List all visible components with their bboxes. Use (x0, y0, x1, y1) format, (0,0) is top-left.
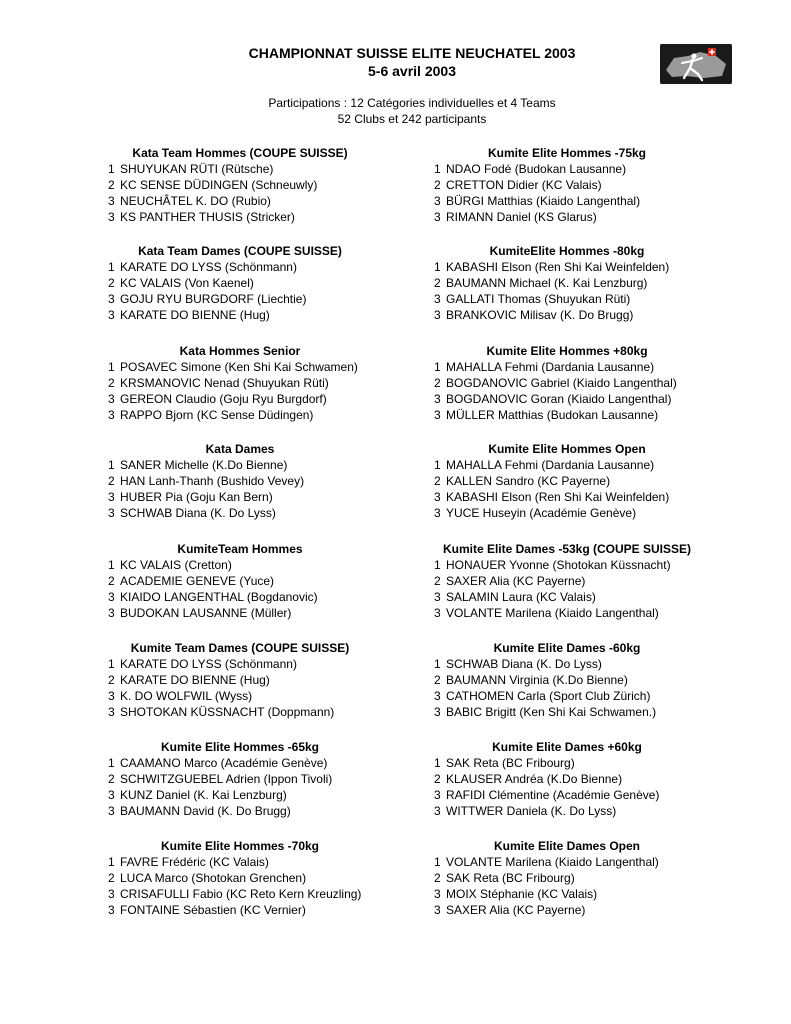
participations-line-1: Participations : 12 Catégories individuelles et 4 Teams (268, 96, 556, 110)
result-rank: 2 (434, 673, 441, 687)
category-heading: Kata Hommes Senior (179, 344, 301, 358)
category-section (108, 343, 372, 423)
result-name: POSAVEC Simone (Ken Shi Kai Schwamen) (120, 360, 358, 374)
result-row (434, 209, 700, 225)
result-rank: 1 (108, 162, 115, 176)
category-heading: Kata Dames (205, 442, 275, 456)
result-row (108, 573, 372, 589)
result-row (108, 375, 372, 391)
result-name: BAUMANN Michael (K. Kai Lenzburg) (446, 276, 648, 290)
category-section (434, 541, 700, 621)
result-rank: 3 (434, 804, 441, 818)
result-rank: 3 (434, 308, 441, 322)
result-row (434, 259, 700, 275)
result-row (108, 359, 372, 375)
result-rank: 2 (108, 178, 115, 192)
result-row (108, 605, 372, 621)
result-rank: 3 (108, 689, 115, 703)
result-row (434, 589, 700, 605)
result-row (108, 787, 372, 803)
result-name: MAHALLA Fehmi (Dardania Lausanne) (446, 458, 655, 472)
result-name: KC VALAIS (Von Kaenel) (120, 276, 254, 290)
result-name: GOJU RYU BURGDORF (Liechtie) (120, 292, 307, 306)
category-section (108, 541, 372, 621)
result-name: BAUMANN Virginia (K.Do Bienne) (446, 673, 628, 687)
title-line-2: 5-6 avril 2003 (368, 63, 456, 79)
result-rank: 3 (434, 490, 441, 504)
result-row (434, 307, 700, 323)
category-heading: Kumite Elite Hommes +80kg (486, 344, 648, 358)
result-row (108, 902, 372, 918)
result-name: SAXER Alia (KC Payerne) (446, 574, 586, 588)
category-section (434, 243, 700, 323)
result-name: SCHWAB Diana (K. Do Lyss) (446, 657, 602, 671)
result-row (434, 161, 700, 177)
result-name: BOGDANOVIC Goran (Kiaido Langenthal) (446, 392, 672, 406)
result-row (434, 375, 700, 391)
result-rank: 3 (108, 408, 115, 422)
result-rank: 2 (108, 474, 115, 488)
result-row (434, 656, 700, 672)
result-row (434, 771, 700, 787)
result-row (108, 473, 372, 489)
result-name: FONTAINE Sébastien (KC Vernier) (120, 903, 306, 917)
result-rank: 3 (108, 490, 115, 504)
result-row (434, 359, 700, 375)
result-row (108, 755, 372, 771)
result-name: VOLANTE Marilena (Kiaido Langenthal) (446, 606, 659, 620)
category-heading: Kata Team Dames (COUPE SUISSE) (138, 244, 342, 258)
result-rank: 2 (434, 871, 441, 885)
result-rank: 2 (108, 376, 115, 390)
result-rank: 2 (434, 376, 441, 390)
result-rank: 3 (108, 903, 115, 917)
result-name: FAVRE Frédéric (KC Valais) (120, 855, 269, 869)
result-row (108, 557, 372, 573)
result-row (434, 688, 700, 704)
result-name: BÜRGI Matthias (Kiaido Langenthal) (446, 194, 641, 208)
result-name: BAUMANN David (K. Do Brugg) (120, 804, 291, 818)
result-row (434, 886, 700, 902)
category-section (434, 640, 700, 720)
result-rank: 3 (108, 887, 115, 901)
result-name: BRANKOVIC Milisav (K. Do Brugg) (446, 308, 634, 322)
result-row (108, 704, 372, 720)
result-name: KC VALAIS (Cretton) (120, 558, 232, 572)
result-name: CAAMANO Marco (Académie Genève) (120, 756, 328, 770)
result-rank: 2 (434, 474, 441, 488)
result-rank: 2 (108, 871, 115, 885)
result-row (108, 193, 372, 209)
result-name: KABASHI Elson (Ren Shi Kai Weinfelden) (446, 260, 670, 274)
participations-summary (0, 95, 791, 127)
result-row (108, 457, 372, 473)
category-heading: Kumite Elite Hommes Open (488, 442, 646, 456)
participations-line-2: 52 Clubs et 242 participants (337, 112, 487, 126)
result-name: MÜLLER Matthias (Budokan Lausanne) (446, 408, 659, 422)
category-section (108, 243, 372, 323)
result-rank: 1 (108, 458, 115, 472)
result-name: VOLANTE Marilena (Kiaido Langenthal) (446, 855, 659, 869)
result-row (108, 259, 372, 275)
result-rank: 3 (108, 804, 115, 818)
result-name: YUCE Huseyin (Académie Genève) (446, 506, 637, 520)
result-row (108, 275, 372, 291)
result-name: NEUCHÂTEL K. DO (Rubio) (120, 194, 271, 208)
category-section (434, 343, 700, 423)
result-rank: 2 (108, 772, 115, 786)
result-name: SANER Michelle (K.Do Bienne) (120, 458, 288, 472)
category-heading: Kumite Elite Hommes -75kg (487, 146, 647, 160)
result-rank: 2 (434, 574, 441, 588)
result-rank: 3 (434, 506, 441, 520)
result-name: KS PANTHER THUSIS (Stricker) (120, 210, 295, 224)
result-row (108, 177, 372, 193)
result-rank: 3 (108, 210, 115, 224)
result-rank: 3 (108, 705, 115, 719)
result-row (108, 489, 372, 505)
result-row (108, 209, 372, 225)
result-name: GALLATI Thomas (Shuyukan Rüti) (446, 292, 631, 306)
result-rank: 3 (108, 392, 115, 406)
result-rank: 3 (108, 292, 115, 306)
result-name: GEREON Claudio (Goju Ryu Burgdorf) (120, 392, 327, 406)
category-heading: Kumite Team Dames (COUPE SUISSE) (130, 641, 350, 655)
result-row (108, 505, 372, 521)
category-section (108, 441, 372, 521)
result-row (434, 275, 700, 291)
result-name: HAN Lanh-Thanh (Bushido Vevey) (120, 474, 305, 488)
result-rank: 1 (434, 558, 441, 572)
result-name: MOIX Stéphanie (KC Valais) (446, 887, 598, 901)
result-name: CRETTON Didier (KC Valais) (446, 178, 602, 192)
result-rank: 1 (108, 360, 115, 374)
result-rank: 1 (434, 855, 441, 869)
result-row (434, 291, 700, 307)
result-rank: 3 (108, 590, 115, 604)
result-row (434, 902, 700, 918)
result-rank: 3 (108, 194, 115, 208)
category-heading: Kumite Elite Dames -60kg (493, 641, 641, 655)
result-row (434, 870, 700, 886)
result-name: NDAO Fodé (Budokan Lausanne) (446, 162, 627, 176)
result-rank: 3 (434, 408, 441, 422)
result-row (108, 870, 372, 886)
result-row (108, 407, 372, 423)
result-name: KALLEN Sandro (KC Payerne) (446, 474, 611, 488)
result-row (434, 473, 700, 489)
result-rank: 3 (108, 506, 115, 520)
result-name: KARATE DO LYSS (Schönmann) (120, 657, 297, 671)
result-name: BUDOKAN LAUSANNE (Müller) (120, 606, 292, 620)
result-row (108, 854, 372, 870)
swiss-flag (708, 48, 716, 56)
result-row (108, 307, 372, 323)
result-row (108, 656, 372, 672)
result-name: KABASHI Elson (Ren Shi Kai Weinfelden) (446, 490, 670, 504)
result-rank: 2 (108, 673, 115, 687)
result-row (434, 854, 700, 870)
result-row (434, 505, 700, 521)
result-row (434, 755, 700, 771)
result-name: LUCA Marco (Shotokan Grenchen) (120, 871, 307, 885)
result-name: SCHWITZGUEBEL Adrien (Ippon Tivoli) (120, 772, 333, 786)
result-name: SHOTOKAN KÜSSNACHT (Doppmann) (120, 705, 335, 719)
result-name: BABIC Brigitt (Ken Shi Kai Schwamen.) (446, 705, 657, 719)
result-rank: 1 (434, 657, 441, 671)
result-rank: 1 (108, 855, 115, 869)
result-rank: 3 (434, 292, 441, 306)
result-row (108, 771, 372, 787)
result-name: WITTWER Daniela (K. Do Lyss) (446, 804, 617, 818)
result-row (434, 605, 700, 621)
result-name: KARATE DO BIENNE (Hug) (120, 308, 270, 322)
result-rank: 3 (434, 903, 441, 917)
result-row (108, 391, 372, 407)
result-row (434, 803, 700, 819)
result-name: HONAUER Yvonne (Shotokan Küssnacht) (446, 558, 671, 572)
result-name: SHUYUKAN RÜTI (Rütsche) (120, 162, 274, 176)
result-name: SCHWAB Diana (K. Do Lyss) (120, 506, 276, 520)
result-rank: 1 (434, 162, 441, 176)
category-heading: KumiteTeam Hommes (177, 542, 303, 556)
result-rank: 3 (108, 308, 115, 322)
result-row (434, 573, 700, 589)
result-name: SAXER Alia (KC Payerne) (446, 903, 586, 917)
result-rank: 3 (434, 689, 441, 703)
result-name: SAK Reta (BC Fribourg) (446, 756, 575, 770)
result-row (108, 161, 372, 177)
result-rank: 1 (434, 360, 441, 374)
result-row (434, 457, 700, 473)
category-section (434, 145, 700, 225)
result-row (434, 704, 700, 720)
result-rank: 3 (434, 606, 441, 620)
result-name: KIAIDO LANGENTHAL (Bogdanovic) (120, 590, 318, 604)
result-name: RAFIDI Clémentine (Académie Genève) (446, 788, 660, 802)
result-rank: 1 (434, 260, 441, 274)
karate-swiss-flag-logo-icon (660, 44, 732, 84)
result-name: KARATE DO BIENNE (Hug) (120, 673, 270, 687)
result-row (108, 589, 372, 605)
result-rank: 1 (434, 458, 441, 472)
result-name: CATHOMEN Carla (Sport Club Zürich) (446, 689, 651, 703)
category-heading: Kumite Elite Hommes -65kg (160, 740, 320, 754)
result-name: RIMANN Daniel (KS Glarus) (446, 210, 597, 224)
result-row (434, 489, 700, 505)
result-rank: 3 (434, 705, 441, 719)
result-name: KLAUSER Andréa (K.Do Bienne) (446, 772, 623, 786)
result-rank: 1 (108, 657, 115, 671)
result-rank: 3 (434, 788, 441, 802)
result-name: K. DO WOLFWIL (Wyss) (120, 689, 253, 703)
result-name: SALAMIN Laura (KC Valais) (446, 590, 596, 604)
result-row (108, 291, 372, 307)
result-row (108, 672, 372, 688)
result-row (108, 688, 372, 704)
result-rank: 3 (434, 590, 441, 604)
category-section (108, 739, 372, 819)
result-name: HUBER Pia (Goju Kan Bern) (120, 490, 273, 504)
category-section (108, 640, 372, 720)
result-rank: 1 (434, 756, 441, 770)
result-name: KRSMANOVIC Nenad (Shuyukan Rüti) (120, 376, 329, 390)
title-line-1: CHAMPIONNAT SUISSE ELITE NEUCHATEL 2003 (248, 45, 576, 61)
category-heading: Kumite Elite Hommes -70kg (160, 839, 320, 853)
result-rank: 3 (434, 887, 441, 901)
result-rank: 3 (108, 606, 115, 620)
result-row (434, 177, 700, 193)
result-name: ACADEMIE GENEVE (Yuce) (120, 574, 275, 588)
result-name: KC SENSE DÜDINGEN (Schneuwly) (120, 178, 318, 192)
result-rank: 2 (434, 276, 441, 290)
result-name: KARATE DO LYSS (Schönmann) (120, 260, 297, 274)
category-section (108, 145, 372, 225)
result-row (434, 557, 700, 573)
result-name: CRISAFULLI Fabio (KC Reto Kern Kreuzling) (120, 887, 362, 901)
result-name: KUNZ Daniel (K. Kai Lenzburg) (120, 788, 287, 802)
result-rank: 3 (434, 194, 441, 208)
result-rank: 2 (108, 276, 115, 290)
result-rank: 2 (434, 178, 441, 192)
result-row (108, 803, 372, 819)
result-rank: 3 (434, 210, 441, 224)
logo-graphic (660, 44, 732, 84)
result-name: SAK Reta (BC Fribourg) (446, 871, 575, 885)
result-name: BOGDANOVIC Gabriel (Kiaido Langenthal) (446, 376, 677, 390)
result-rank: 3 (434, 392, 441, 406)
category-section (108, 838, 372, 918)
result-row (434, 787, 700, 803)
result-rank: 1 (108, 756, 115, 770)
result-row (434, 391, 700, 407)
category-heading: Kumite Elite Dames Open (493, 839, 641, 853)
result-rank: 1 (108, 260, 115, 274)
result-row (434, 672, 700, 688)
result-rank: 1 (108, 558, 115, 572)
result-name: RAPPO Bjorn (KC Sense Düdingen) (120, 408, 314, 422)
result-rank: 2 (434, 772, 441, 786)
result-row (434, 407, 700, 423)
category-heading: Kumite Elite Dames +60kg (492, 740, 642, 754)
result-row (434, 193, 700, 209)
category-section (434, 739, 700, 819)
result-name: MAHALLA Fehmi (Dardania Lausanne) (446, 360, 655, 374)
result-rank: 3 (108, 788, 115, 802)
category-section (434, 838, 700, 918)
category-heading: Kata Team Hommes (COUPE SUISSE) (132, 146, 348, 160)
category-heading: KumiteElite Hommes -80kg (489, 244, 645, 258)
category-section (434, 441, 700, 521)
category-heading: Kumite Elite Dames -53kg (COUPE SUISSE) (442, 542, 692, 556)
result-row (108, 886, 372, 902)
result-rank: 2 (108, 574, 115, 588)
